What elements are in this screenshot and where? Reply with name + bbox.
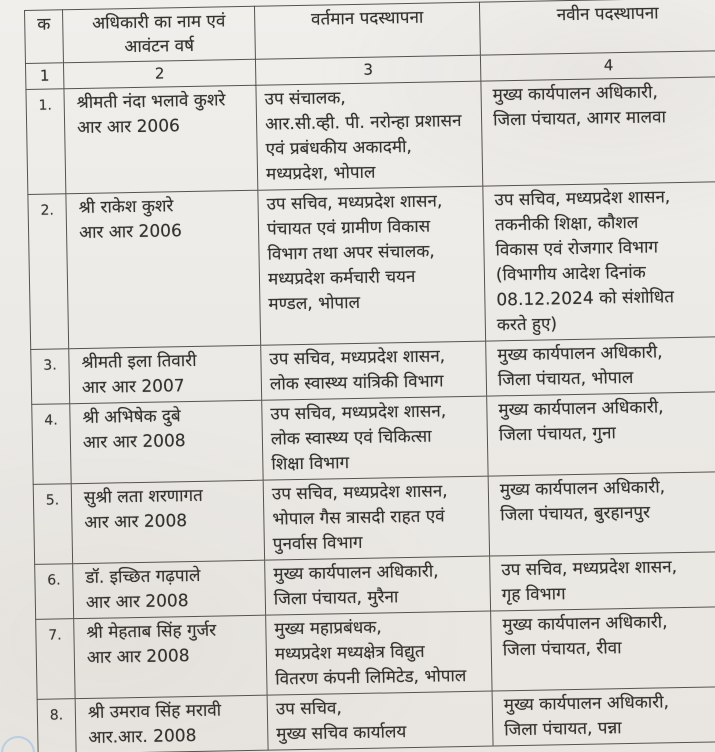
new-posting-cell: उप सचिव, मध्यप्रदेश शासन, गृह विभाग — [490, 551, 715, 611]
column-number-2: 2 — [63, 59, 255, 89]
new-posting-cell: मुख्य कार्यपालन अधिकारी, जिला पंचायत, पन्ना — [492, 686, 715, 746]
scanned-page — [24, 0, 715, 752]
table-body — [26, 76, 715, 752]
table-row — [28, 181, 715, 349]
current-posting-cell: मुख्य कार्यपालन अधिकारी, जिला पंचायत, मुरैना — [265, 556, 491, 615]
transfer-posting-table — [24, 0, 715, 752]
header-officer-name: अधिकारी का नाम एवं आवंटन वर्ष — [63, 6, 256, 63]
column-number-3: 3 — [255, 55, 480, 85]
column-number-1: 1 — [25, 63, 63, 90]
officer-name-cell: श्री उमराव सिंह मरावी आर.आर. 2008 — [75, 695, 268, 752]
serial-cell: 5. — [33, 484, 72, 565]
serial-cell: 6. — [35, 564, 74, 620]
officer-name-cell: श्री राकेश कुशरे आर आर 2006 — [66, 190, 261, 348]
officer-name-cell: सुश्री लता शरणागत आर आर 2008 — [71, 480, 264, 564]
serial-cell: 3. — [31, 349, 70, 405]
stamp-mark — [1, 736, 35, 752]
header-current-posting: वर्तमान पदस्थापना — [254, 2, 480, 59]
officer-name-cell: श्रीमती इला तिवारी आर आर 2007 — [69, 345, 262, 404]
new-posting-cell: मुख्य कार्यपालन अधिकारी, जिला पंचायत, बुरहानपुर — [488, 471, 715, 556]
current-posting-cell: उप सचिव, मध्यप्रदेश शासन, पंचायत एवं ग्रामीण विकास विभाग तथा अपर संचालक, मध्यप्रदेश कर्मचारी चयन मण्डल, भोपाल — [258, 186, 486, 345]
new-posting-cell: उप सचिव, मध्यप्रदेश शासन, तकनीकी शिक्षा, कौशल विकास एवं रोजगार विभाग (विभागीय आदेश दिनांक 08.12.2024 को संशोधित करते हुए) — [483, 181, 715, 341]
table-row — [32, 391, 715, 484]
column-number-4: 4 — [480, 50, 715, 81]
current-posting-cell: उप संचालक, आर.सी.व्ही. पी. नरोन्हा प्रशासन एवं प्रबंधकीय अकादमी, मध्यप्रदेश, भोपाल — [256, 81, 483, 190]
serial-cell: 1. — [26, 89, 66, 195]
new-posting-cell: मुख्य कार्यपालन अधिकारी, जिला पंचायत, गुना — [487, 391, 715, 476]
serial-cell: 8. — [37, 699, 76, 752]
current-posting-cell: उप सचिव, मध्यप्रदेश शासन, लोक स्वास्थ्य यांत्रिकी विभाग — [261, 341, 487, 400]
new-posting-cell: मुख्य कार्यपालन अधिकारी, जिला पंचायत, रीवा — [491, 606, 715, 691]
officer-name-cell: श्री अभिषेक दुबे आर आर 2008 — [70, 400, 263, 484]
current-posting-cell: उप सचिव, मध्यप्रदेश शासन, लोक स्वास्थ्य एवं चिकित्सा शिक्षा विभाग — [262, 396, 488, 480]
current-posting-cell: उप सचिव, मुख्य सचिव कार्यालय — [267, 691, 493, 750]
serial-cell: 2. — [28, 194, 69, 350]
serial-cell: 4. — [32, 404, 71, 485]
serial-cell: 7. — [36, 619, 75, 700]
new-posting-cell: मुख्य कार्यपालन अधिकारी, जिला पंचायत, भोपाल — [486, 336, 715, 396]
current-posting-cell: उप सचिव, मध्यप्रदेश शासन, भोपाल गैस त्रासदी राहत एवं पुनर्वास विभाग — [263, 476, 489, 560]
table-row — [36, 606, 715, 699]
table-row — [26, 76, 715, 194]
officer-name-cell: श्री मेहताब सिंह गुर्जर आर आर 2008 — [74, 615, 267, 699]
header-new-posting: नवीन पदस्थापना — [479, 0, 715, 55]
new-posting-cell: मुख्य कार्यपालन अधिकारी, जिला पंचायत, आगर मालवा — [481, 76, 715, 186]
officer-name-cell: श्रीमती नंदा भलावे कुशरे आर आर 2006 — [64, 85, 258, 194]
current-posting-cell: मुख्य महाप्रबंधक, मध्यप्रदेश मध्यक्षेत्र विद्युत वितरण कंपनी लिमिटेड, भोपाल — [266, 611, 492, 695]
table-row — [33, 471, 715, 564]
header-serial: क — [25, 10, 64, 64]
officer-name-cell: डॉ. इच्छित गढ़पाले आर आर 2008 — [73, 560, 266, 619]
